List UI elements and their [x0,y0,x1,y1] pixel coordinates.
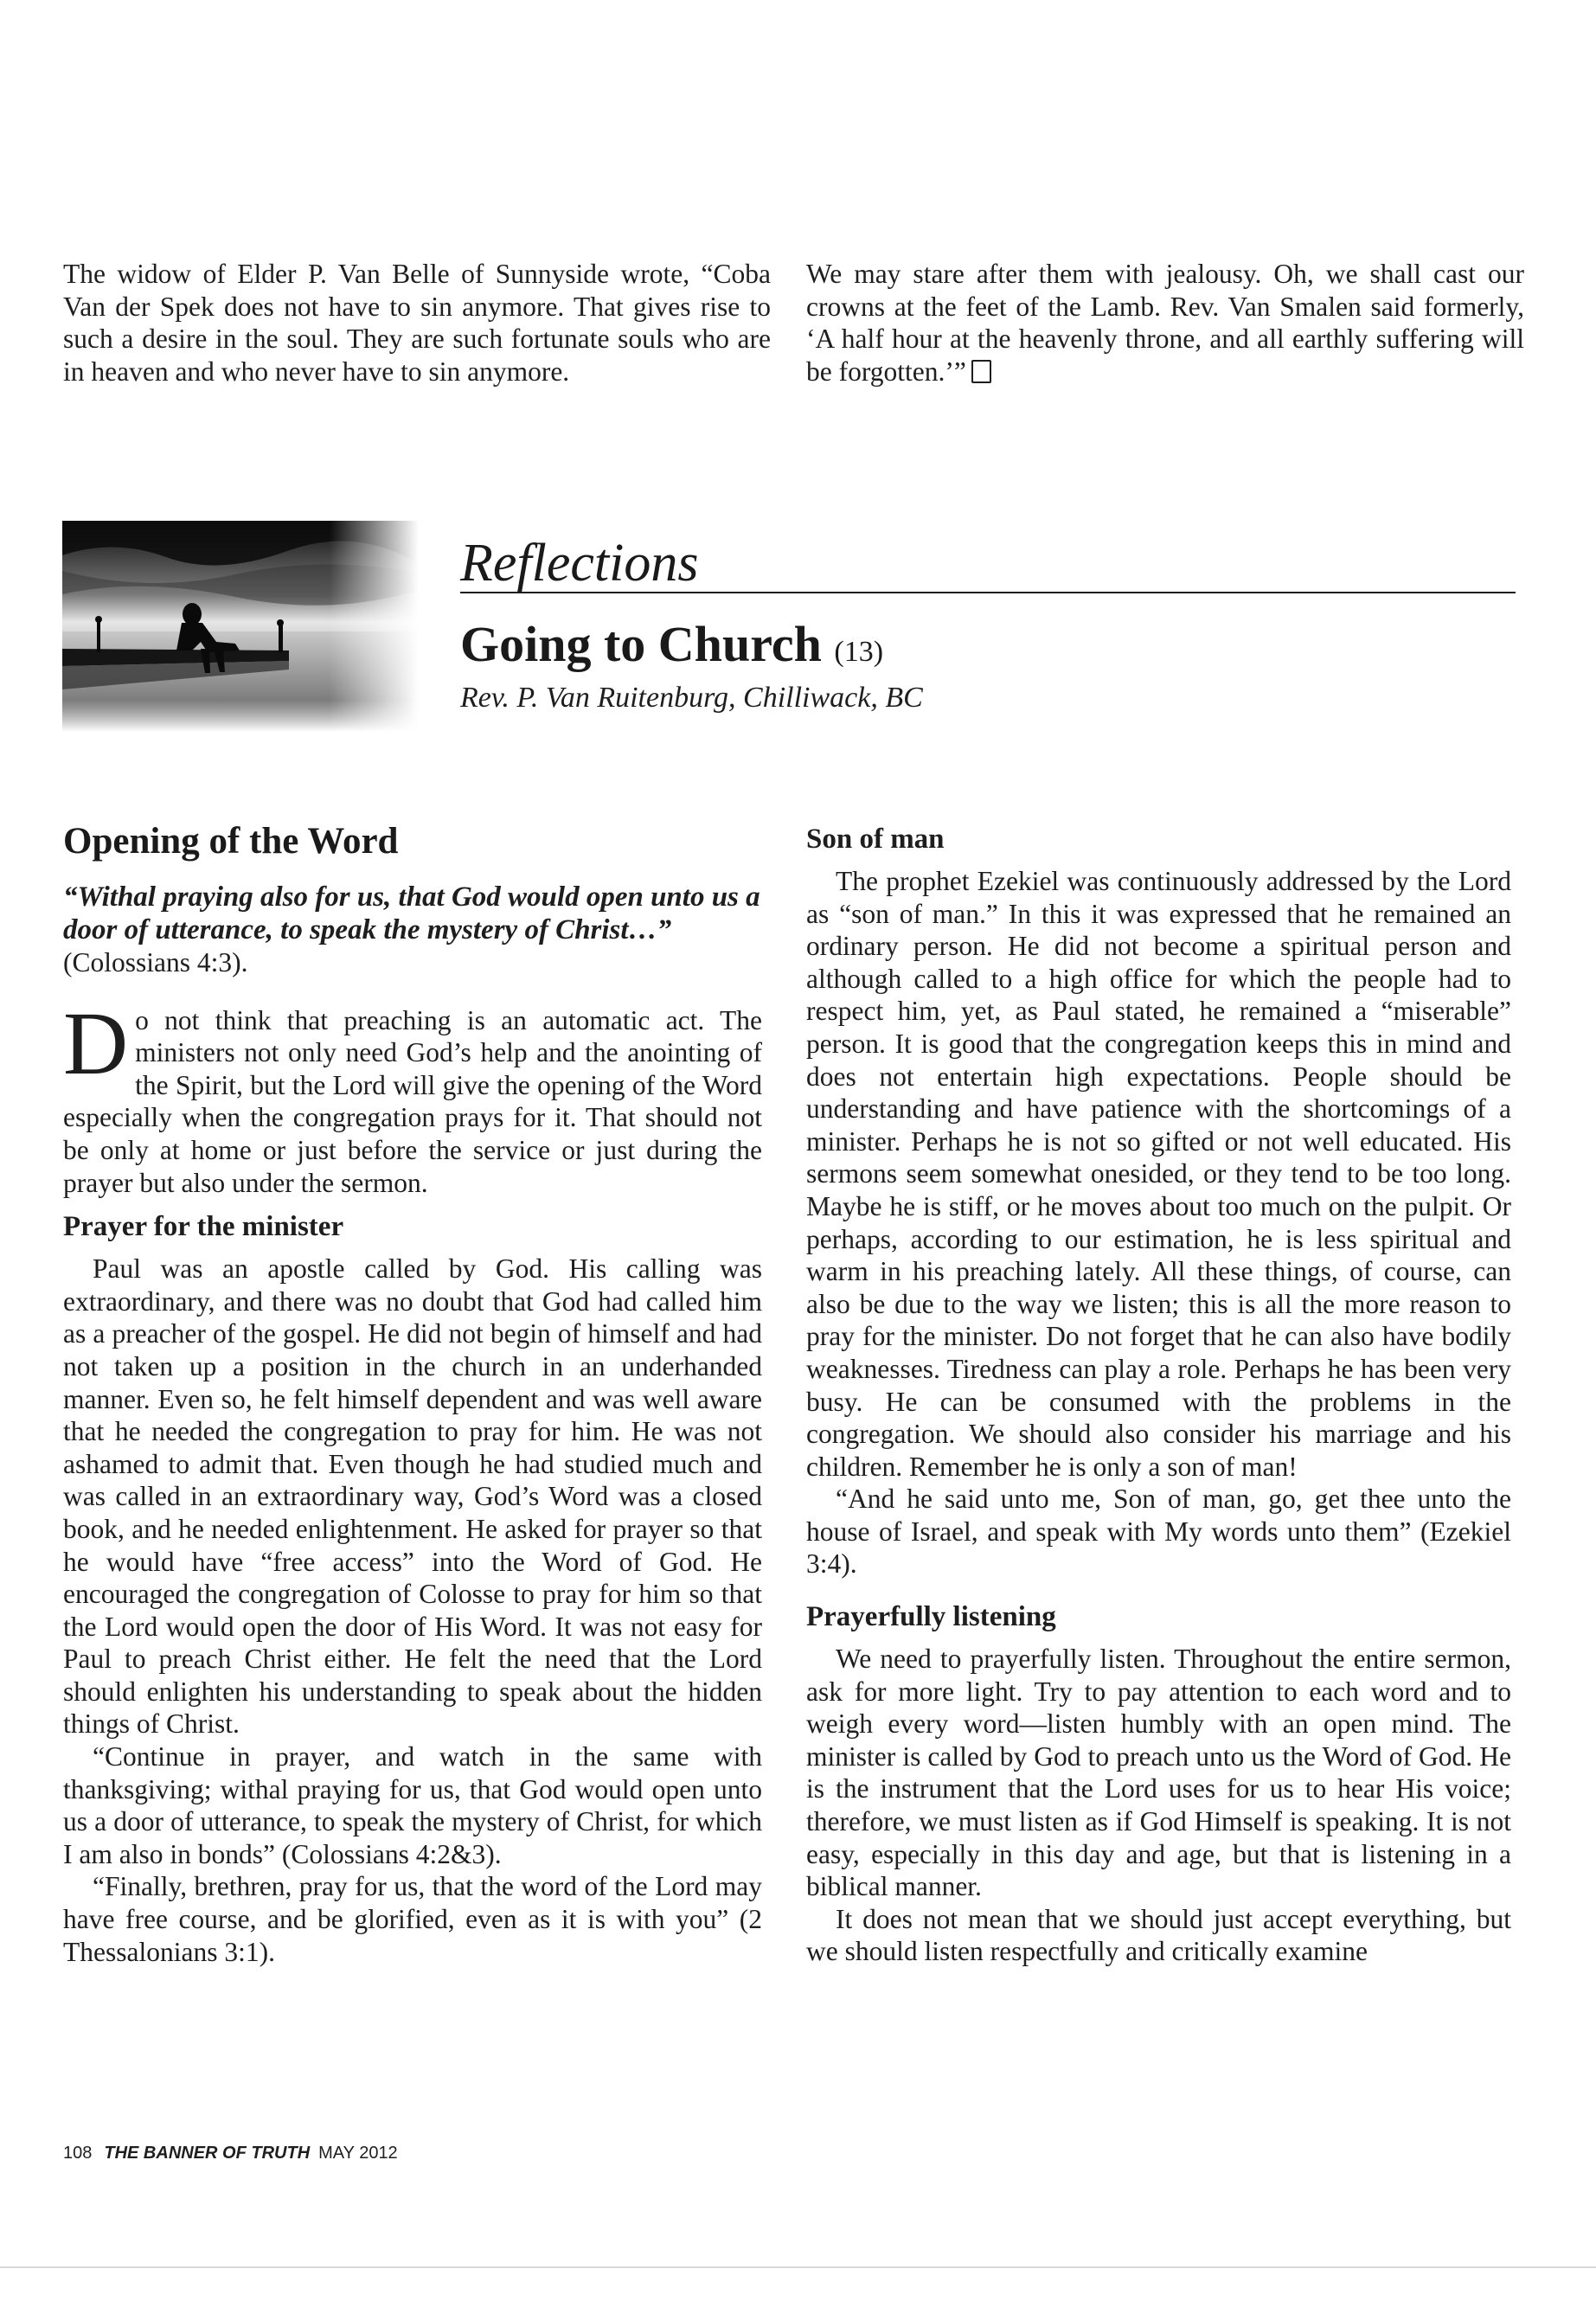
category-heading [460,535,1516,593]
page-footer [63,2144,398,2163]
header-photo [62,521,419,732]
category-label: Reflections [460,534,699,593]
intro-paragraph: Do not think that preaching is an automatic act. The ministers not only need God’s help and the anointing of the Spirit, but the Lord will give the opening of the Word especially when the congregation prays for it. That should not be only at home or just before the service or just during the prayer but also under the sermon. [63,993,762,1198]
continued-paragraph: We may stare after them with jealousy. Oh, we shall cast our crowns at the feet of the Lamb. Rev. Van Smalen said formerly, ‘A half hour at the heavenly throne, and all earthly suffering will be forgotten.’” [806,259,1524,387]
scripture-quote: “Withal praying also for us, that God would open unto us a door of utterance, to speak the mystery of Christ…” [63,881,760,945]
scripture-reference: (Colossians 4:3). [63,947,248,977]
magazine-name: THE BANNER OF TRUTH [104,2144,311,2163]
section-title: Opening of the Word [63,821,399,862]
issue-date: MAY 2012 [318,2144,398,2163]
left-column [63,881,762,1968]
page-number: 108 [63,2144,93,2163]
body-paragraph: It does not mean that we should just accept everything, but we should listen respectfully and critically examine [806,1903,1511,1967]
subheading-son-of-man: Son of man [806,824,945,855]
right-column [806,822,1511,1968]
body-paragraph: “Finally, brethren, pray for us, that the word of the Lord may have free course, and be glorified, even as it is with you” (2 Thessalonians 3:1). [63,1871,762,1967]
continued-paragraph: The widow of Elder P. Van Belle of Sunnyside wrote, “Coba Van der Spek does not have to sin anymore. That gives rise to such a desire in the soul. They are such fortunate souls who are in heaven and who never have to sin anymore. [63,259,771,387]
article-title-text: Going to Church [460,616,822,672]
drop-cap: D [63,993,129,1093]
footer-rule [0,2266,1596,2268]
article-part-number: (13) [834,636,884,668]
subheading-prayer-for-minister: Prayer for the minister [63,1211,344,1243]
continued-text-left [63,258,771,388]
body-paragraph: The prophet Ezekiel was continuously addressed by the Lord as “son of man.” In this it was expressed that he remained an ordinary person. He did not become a spiritual person and although called to a high office for which the people had to respect him, yet, as Paul stated, he remained a “miserable” person. It is good that the congregation keeps this in mind and does not entertain high expectations. People should be understanding and have patience with the shortcomings of a minister. Perhaps he is not so gifted or not well educated. His sermons seem somewhat onesided, or they tend to be too long. Maybe he is stiff, or he moves about too much on the pulpit. Or perhaps, according to our estimation, he is less spiritual and warm in his preaching lately. All these things, of course, can also be due to the way we listen; this is all the more reason to pray for the minister. Do not forget that he can also have bodily weaknesses. Tiredness can play a role. Perhaps he has been very busy. He can be consumed with the problems in the congregation. We should also consider his marriage and his children. Remember he is only a son of man! [806,866,1511,1482]
article-title [460,616,883,681]
body-paragraph: “Continue in prayer, and watch in the same with thanksgiving; withal praying for us, that God would open unto us a door of utterance, to speak the mystery of Christ, for which I am also in bonds” (Colossians 4:2&3). [63,1741,762,1869]
body-paragraph: “And he said unto me, Son of man, go, get thee unto the house of Israel, and speak with My words unto them” (Ezekiel 3:4). [806,1484,1511,1580]
body-paragraph: Paul was an apostle called by God. His calling was extraordinary, and there was no doubt that God had called him as a preacher of the gospel. He did not begin of himself and had not taken up a position in the church in an underhanded manner. Even so, he felt himself dependent and was well aware that he needed the congregation to pray for him. He was not ashamed to admit that. Even though he had studied much and was called in an extraordinary way, God’s Word was a closed book, and he needed enlightenment. He asked for prayer so that he would have “free access” into the Word of God. He encouraged the congregation of Colosse to pray for him so that the Lord would open the door of His Word. It was not easy for Paul to preach Christ either. He felt the need that the Lord should enlighten his understanding to speak about the hidden things of Christ. [63,1253,762,1740]
body-paragraph: We need to prayerfully listen. Throughout the entire sermon, ask for more light. Try to pay attention to each word and to weigh every word—listen humbly with an open mind. The minister is called by God to preach unto us the Word of God. He is the instrument that the Lord uses for us to hear His voice; therefore, we must listen as if God Himself is speaking. It is not easy, especially in this day and age, but that is listening in a biblical manner. [806,1644,1511,1902]
subheading-prayerfully-listening: Prayerfully listening [806,1601,1056,1633]
continued-text-right [806,258,1524,388]
end-of-article-icon [971,360,991,383]
byline: Rev. P. Van Ruitenburg, Chilliwack, BC [460,682,923,714]
